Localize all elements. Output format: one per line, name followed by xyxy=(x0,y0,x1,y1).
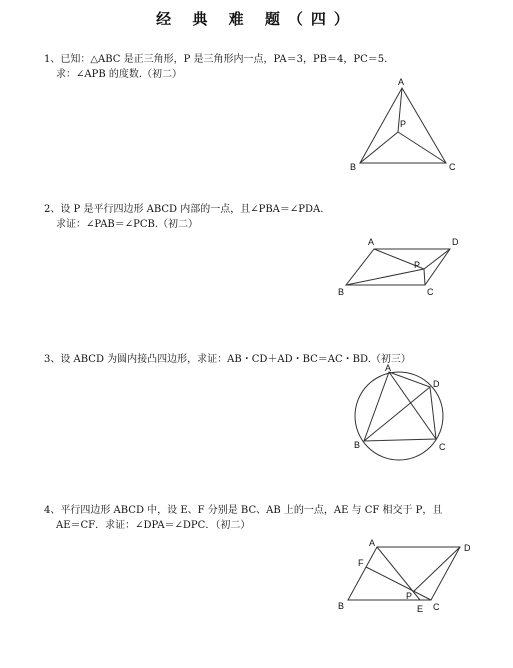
label-a: A xyxy=(398,77,405,87)
page-title: 经 典 难 题（四） xyxy=(156,10,357,28)
problem-2-question: 求证：∠PAB＝∠PCB.（初二） xyxy=(56,219,199,230)
label-b: B xyxy=(338,287,345,297)
label-d: D xyxy=(452,237,459,247)
label-c: C xyxy=(427,287,434,297)
label-d: D xyxy=(464,543,471,553)
label-a: A xyxy=(368,237,375,247)
problem-4-question: AE＝CF．求证：∠DPA＝∠DPC．（初二） xyxy=(56,520,251,531)
label-e: E xyxy=(417,604,424,614)
label-b: B xyxy=(338,601,345,611)
segment-dp xyxy=(413,547,460,592)
parallelogram-abcd xyxy=(348,547,460,600)
label-b: B xyxy=(354,440,361,450)
problem-2-statement: 2、设 P 是平行四边形 ABCD 内部的一点，且∠PBA＝∠PDA. xyxy=(44,204,324,215)
label-d: D xyxy=(433,379,440,389)
label-p: P xyxy=(414,260,421,270)
label-c: C xyxy=(449,162,456,172)
problem-1-statement: 1、已知：△ABC 是正三角形，P 是三角形内一点，PA＝3，PB＝4，PC＝5. xyxy=(44,54,388,65)
label-c: C xyxy=(433,602,440,612)
problem-4-statement: 4、平行四边形 ABCD 中，设 E、F 分别是 BC、AB 上的一点，AE 与 CF 相交于 P，且 xyxy=(44,505,443,516)
label-b: B xyxy=(350,162,357,172)
problem-1-question: 求：∠APB 的度数.（初二） xyxy=(56,69,183,80)
problem-3-statement: 3、设 ABCD 为圆内接凸四边形，求证：AB・CD＋AD・BC＝AC・BD.（初三） xyxy=(44,354,411,365)
label-p: P xyxy=(400,119,407,129)
label-p: P xyxy=(406,591,413,601)
label-a: A xyxy=(369,538,376,548)
label-a: A xyxy=(385,363,392,373)
label-c: C xyxy=(439,442,446,452)
label-f: F xyxy=(358,558,364,568)
